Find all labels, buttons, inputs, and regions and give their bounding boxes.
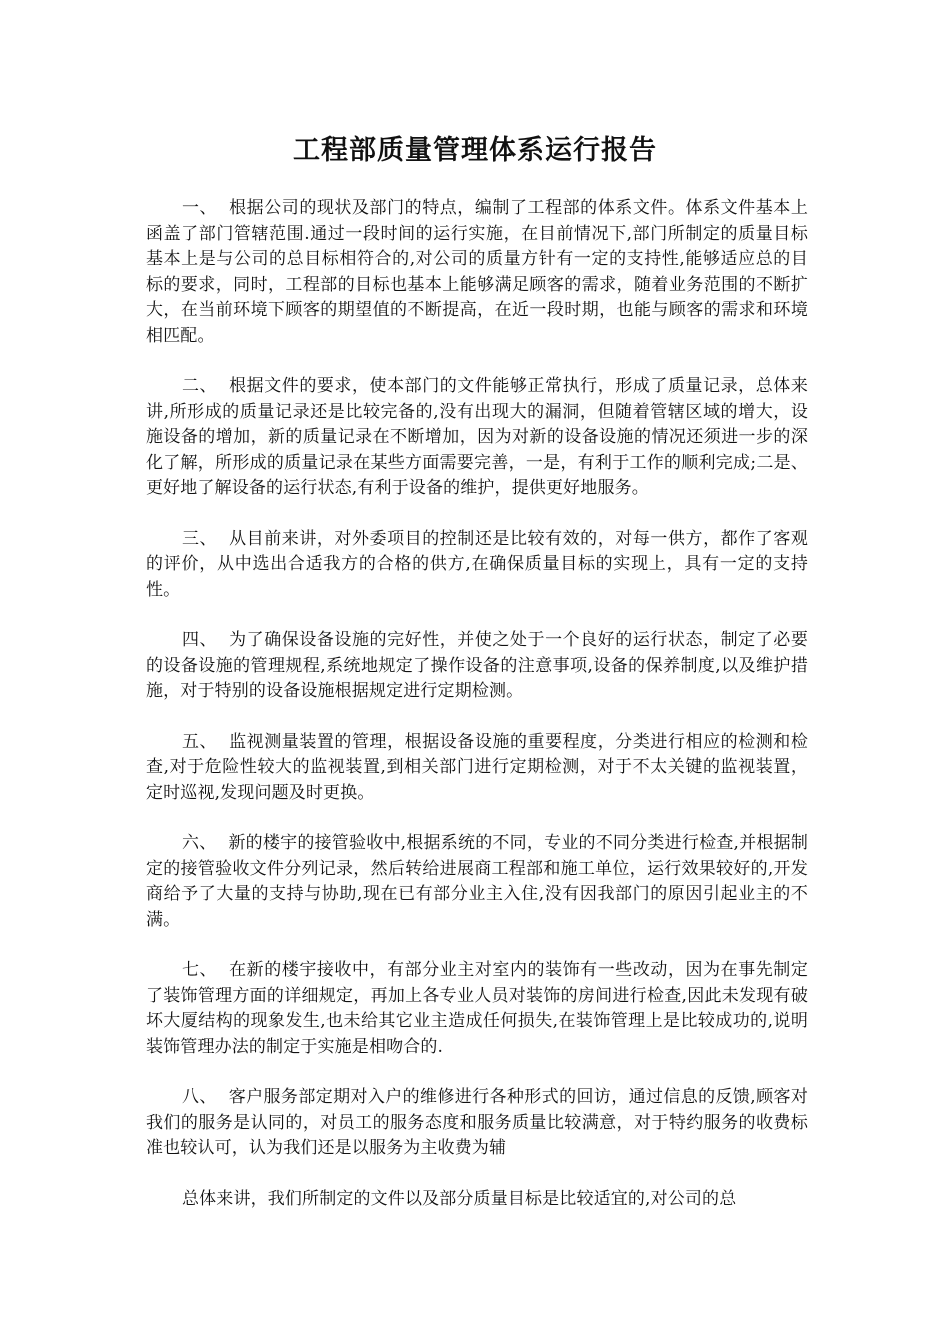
paragraph-2 [146,374,808,502]
document-title: 工程部质量管理体系运行报告 [293,135,657,166]
paragraph-number: 一、 [182,198,218,218]
paragraph-8 [146,1085,808,1162]
paragraph-text: 根据公司的现状及部门的特点，编制了工程部的体系文件。体系文件基本上函盖了部门管辖范围.通过一段时间的运行实施，在目前情况下,部门所制定的质量目标基本上是与公司的总目标相符合的,对公司的质量方针有一定的支持性,能够适应总的目标的要求，同时，工程部的目标也基本上能够满足顾客的需求，随着业务范围的不断扩大，在当前环境下顾客的期望值的不断提高，在近一段时期，也能与顾客的需求和环境相匹配。 [146,198,808,346]
paragraph-number: 八、 [182,1087,217,1107]
paragraph-6 [146,831,808,933]
document-body [146,196,808,1237]
paragraph-number: 五、 [182,731,218,752]
paragraph-5 [146,730,808,807]
paragraph-text: 从目前来讲，对外委项目的控制还是比较有效的，对每一供方，都作了客观的评价，从中选出合适我方的合格的供方,在确保质量目标的实现上，具有一定的支持性。 [146,528,808,600]
paragraph-summary [146,1187,808,1213]
paragraph-text: 在新的楼宇接收中，有部分业主对室内的装饰有一些改动，因为在事先制定了装饰管理方面的详细规定，再加上各专业人员对装饰的房间进行检查,因此未发现有破坏大厦结构的现象发生,也未给其它业主造成任何损失,在装饰管理上是比较成功的,说明装饰管理办法的制定于实施是相吻合的. [146,960,808,1057]
paragraph-text: 根据文件的要求，使本部门的文件能够正常执行，形成了质量记录，总体来讲,所形成的质量记录还是比较完备的,没有出现大的漏洞，但随着管辖区域的增大，设施设备的增加，新的质量记录在不断增加，因为对新的设备设施的情况还须进一步的深化了解，所形成的质量记录在某些方面需要完善，一是，有利于工作的顺利完成;二是、更好地了解设备的运行状态,有利于设备的维护，提供更好地服务。 [146,376,808,498]
paragraph-1 [146,196,808,349]
paragraph-number: 二、 [182,376,218,396]
paragraph-text: 新的楼宇的接管验收中,根据系统的不同，专业的不同分类进行检查,并根据制定的接管验收文件分列记录，然后转给进展商工程部和施工单位，运行效果较好的,开发商给予了大量的支持与协助,现在已有部分业主入住,没有因我部门的原因引起业主的不满。 [146,833,808,930]
paragraph-text: 客户服务部定期对入户的维修进行各种形式的回访，通过信息的反馈,顾客对我们的服务是认同的，对员工的服务态度和服务质量比较满意，对于特约服务的收费标准也较认可，认为我们还是以服务为主收费为辅 [146,1087,808,1158]
paragraph-3 [146,527,808,604]
paragraph-number: 四、 [182,630,218,650]
paragraph-number: 三、 [182,528,218,549]
paragraph-number: 七、 [182,960,218,980]
paragraph-4 [146,628,808,705]
paragraph-number: 六、 [182,833,217,853]
paragraph-text: 为了确保设备设施的完好性，并使之处于一个良好的运行状态，制定了必要的设备设施的管理规程,系统地规定了操作设备的注意事项,设备的保养制度,以及维护措施，对于特别的设备设施根据规定进行定期检测。 [146,630,808,701]
paragraph-7 [146,958,808,1060]
paragraph-text: 总体来讲，我们所制定的文件以及部分质量目标是比较适宜的,对公司的总 [182,1188,737,1209]
paragraph-text: 监视测量装置的管理，根据设备设施的重要程度，分类进行相应的检测和检查,对于危险性较大的监视装置,到相关部门进行定期检测，对于不太关键的监视装置，定时巡视,发现问题及时更换。 [146,731,808,803]
